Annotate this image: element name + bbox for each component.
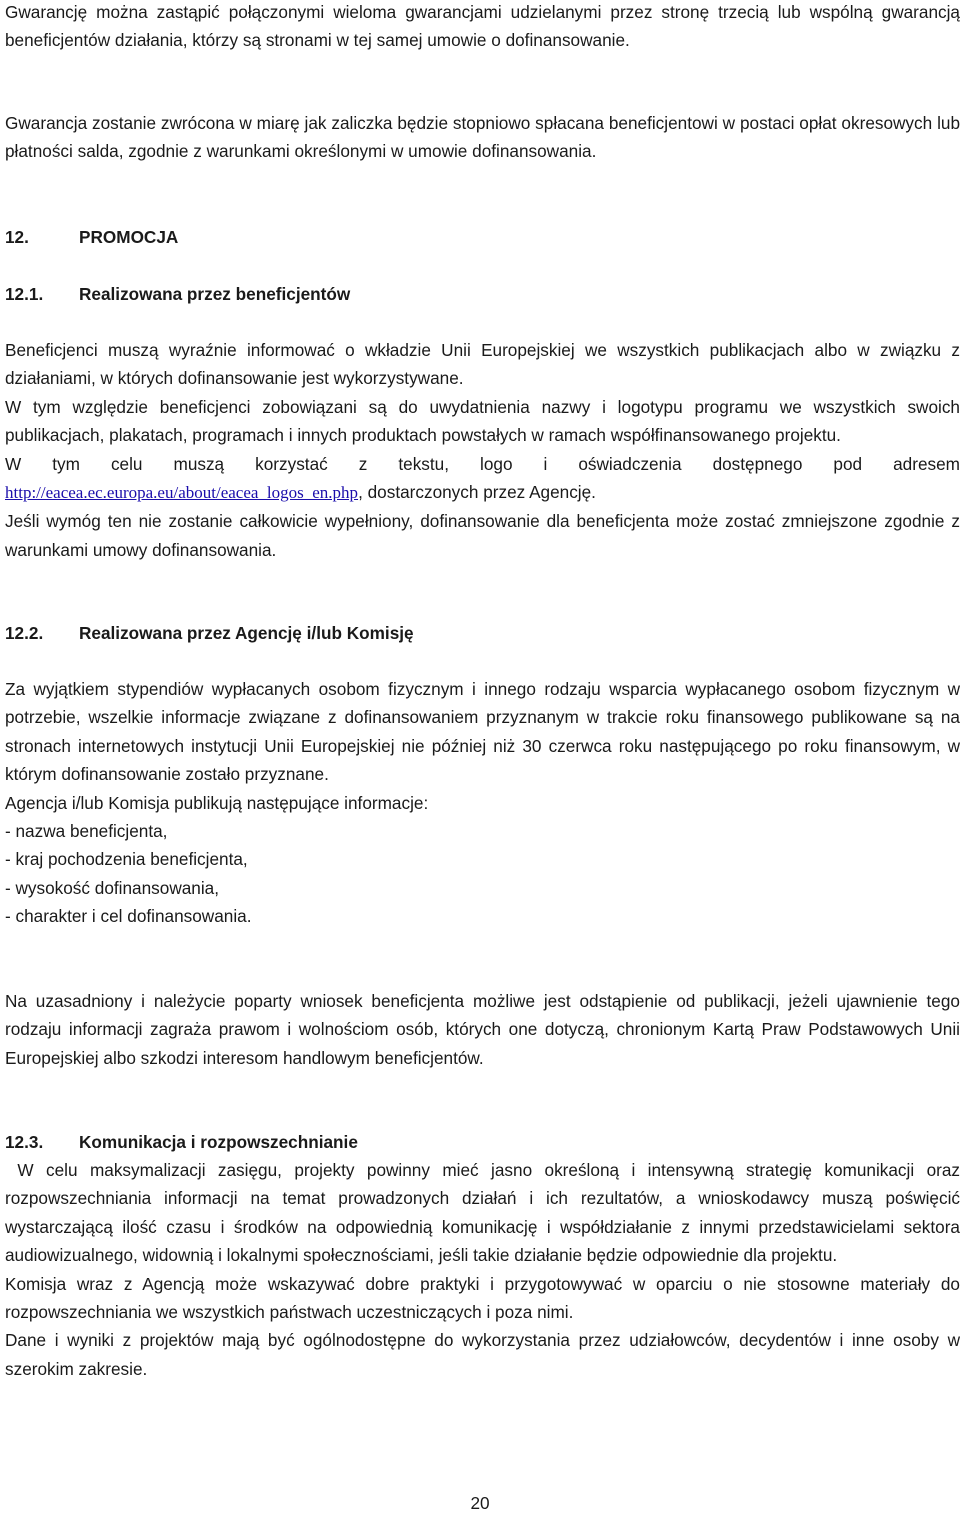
section-title: PROMOCJA	[79, 227, 179, 247]
logos-link[interactable]: http://eacea.ec.europa.eu/about/eacea_logos_en.php	[5, 483, 359, 503]
paragraph: Komisja wraz z Agencją może wskazywać dobre praktyki i przygotowywać w oparciu o nie stosowne materiały do rozpowszechniania we wszystkich państwach uczestniczących i poza nimi.	[5, 1273, 960, 1323]
paragraph: Agencja i/lub Komisja publikują następujące informacje:	[5, 792, 429, 813]
subsection-heading	[5, 1128, 358, 1156]
section-heading	[5, 223, 178, 251]
subsection-title: Realizowana przez Agencję i/lub Komisję	[79, 623, 414, 643]
paragraph-block	[5, 1156, 960, 1383]
page-number: 20	[470, 1493, 490, 1513]
paragraph: W tym celu muszą korzystać z tekstu, logo i oświadczenia dostępnego pod adresem http://eacea.ec.europa.eu/about/eacea_logos_en.php, dostarczonych przez Agencję.	[5, 453, 960, 503]
subsection-heading	[5, 280, 350, 308]
subsection-number: 12.2.	[5, 623, 44, 643]
paragraph: Beneficjenci muszą wyraźnie informować o wkładzie Unii Europejskiej we wszystkich publikacjach albo w związku z działaniami, w których dofinansowanie jest wykorzystywane.	[5, 340, 960, 389]
subsection-heading	[5, 619, 414, 647]
paragraph-block	[5, 675, 960, 931]
subsection-title: Realizowana przez beneficjentów	[79, 284, 351, 304]
list-item: - charakter i cel dofinansowania.	[5, 906, 252, 927]
paragraph: Dane i wyniki z projektów mają być ogólnodostępne do wykorzystania przez udziałowców, decydentów i inne osoby w szerokim zakresie.	[5, 1330, 960, 1379]
list	[5, 817, 960, 931]
paragraph: Na uzasadniony i należycie poparty wniosek beneficjenta możliwe jest odstąpienie od publikacji, jeżeli ujawnienie tego rodzaju informacji zagraża prawom i wolnościom osób, których one dotyczą, chronionym Kartą Praw Podstawowych Unii Europejskiej albo szkodzi interesom handlowym beneficjentów.	[5, 991, 960, 1068]
paragraph: Gwarancję można zastąpić połączonymi wieloma gwarancjami udzielanymi przez stronę trzecią lub wspólną gwarancją beneficjentów działania, którzy są stronami w tej samej umowie o dofinansowanie.	[5, 2, 960, 51]
list-item: - kraj pochodzenia beneficjenta,	[5, 849, 248, 870]
list-item: - wysokość dofinansowania,	[5, 877, 219, 898]
paragraph: W celu maksymalizacji zasięgu, projekty powinny mieć jasno określoną i intensywną strategię komunikacji oraz rozpowszechniania informacji na temat prowadzonych działań i ich rezultatów, a wnioskodawcy muszą poświęcić wystarczającą ilość czasu i środków na odpowiednią komunikację i współdziałanie z innymi przedstawicielami sektora audiowizualnego, widownią i lokalnymi społecznościami, jeśli takie działanie będzie odpowiednie dla projektu.	[5, 1160, 960, 1266]
list-item: - nazwa beneficjenta,	[5, 821, 168, 842]
section-number: 12.	[5, 227, 29, 247]
paragraph-block	[5, 336, 960, 564]
subsection-number: 12.3.	[5, 1132, 44, 1152]
subsection-number: 12.1.	[5, 284, 44, 304]
paragraph: Za wyjątkiem stypendiów wypłacanych osobom fizycznym i innego rodzaju wsparcia wypłacanego osobom fizycznym w potrzebie, wszelkie informacje związane z dofinansowaniem przyznanym w trakcie roku finansowego publikowane są na stronach internetowych instytucji Unii Europejskiej nie później niż 30 czerwca roku następującego po roku finansowym, w którym dofinansowanie zostało przyznane.	[5, 679, 960, 785]
paragraph: W tym względzie beneficjenci zobowiązani są do uwydatnienia nazwy i logotypu programu we wszystkich swoich publikacjach, plakatach, programach i innych produktach powstałych w ramach współfinansowanego projektu.	[5, 396, 960, 446]
subsection-title: Komunikacja i rozpowszechnianie	[79, 1132, 358, 1152]
paragraph: Gwarancja zostanie zwrócona w miarę jak zaliczka będzie stopniowo spłacana beneficjentowi w postaci opłat okresowych lub płatności salda, zgodnie z warunkami określonymi w umowie dofinansowania.	[5, 113, 960, 162]
paragraph: Jeśli wymóg ten nie zostanie całkowicie wypełniony, dofinansowanie dla beneficjenta może zostać zmniejszone zgodnie z warunkami umowy dofinansowania.	[5, 511, 960, 560]
